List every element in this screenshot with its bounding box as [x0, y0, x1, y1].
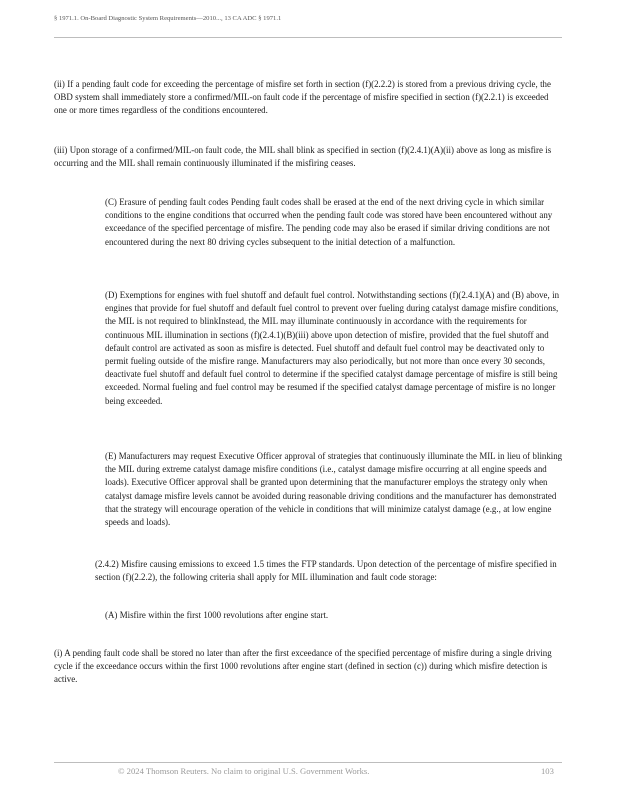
page-number: 103 — [541, 766, 554, 776]
header-divider — [54, 37, 562, 38]
paragraph-c-erasure: (C) Erasure of pending fault codes Pending fault codes shall be erased at the end of the next driving cycle in which similar conditions to the engine conditions that occurred when the pending fault code was stored have been encountered without any exceedance of the specified percentage of misfire. The pending code may also be erased if similar driving conditions are not encountered during the next 80 driving cycles subsequent to the initial detection of a malfunction. — [105, 197, 553, 247]
paragraph-a-misfire: (A) Misfire within the first 1000 revolutions after engine start. — [105, 610, 329, 620]
paragraph-e-manufacturers: (E) Manufacturers may request Executive Officer approval of strategies that continuously illuminate the MIL in lieu of blinking the MIL during extreme catalyst damage misfire conditions (i.e., catalyst damage misfire occurring at all engine speeds and loads). Executive Officer approval shall be granted upon determining that the manufacturer employs the strategy only when catalyst damage misfire levels cannot be avoided during reasonable driving conditions and the manufacturer has demonstrated that the strategy will encourage operation of the vehicle in conditions that will minimize catalyst damage (e.g., at low engine speeds and loads). — [105, 451, 563, 528]
footer-divider — [54, 762, 562, 763]
footer-copyright: © 2024 Thomson Reuters. No claim to original U.S. Government Works. — [118, 766, 370, 776]
paragraph-ii: (ii) If a pending fault code for exceeding the percentage of misfire set forth in section (f)(2.2.2) is stored from a previous driving cycle, the OBD system shall immediately store a confirmed/MIL-on fault code if the percentage of misfire specified in section (f)(2.2.1) is exceeded one or more times regardless of the conditions encountered. — [54, 79, 551, 116]
paragraph-2-4-2: (2.4.2) Misfire causing emissions to exceed 1.5 times the FTP standards. Upon detection of the percentage of misfire specified in section (f)(2.2.2), the following criteria shall apply for MIL illumination and fault code storage: — [95, 559, 557, 583]
running-header: § 1971.1. On-Board Diagnostic System Requirements—2010..., 13 CA ADC § 1971.1 — [54, 15, 282, 22]
paragraph-i-pending: (i) A pending fault code shall be stored no later than after the first exceedance of the specified percentage of misfire during a single driving cycle if the exceedance occurs within the first 1000 revolutions after engine start (defined in section (c)) during which misfire detection is active. — [54, 648, 552, 685]
paragraph-d-exemptions: (D) Exemptions for engines with fuel shutoff and default fuel control. Notwithstanding sections (f)(2.4.1)(A) and (B) above, in engines that provide for fuel shutoff and default fuel control to prevent over fueling during catalyst damage misfire conditions, the MIL is not required to blinkInstead, the MIL may illuminate continuously in accordance with the requirements for continuous MIL illumination in sections (f)(2.4.1)(B)(iii) above upon detection of misfire, provided that the fuel shutoff and default control are activated as soon as misfire is detected. Fuel shutoff and default fuel control may be deactivated only to permit fueling outside of the misfire range. Manufacturers may also periodically, but not more than once every 30 seconds, deactivate fuel shutoff and default fuel control to determine if the specified catalyst damage percentage of misfire is still being exceeded. Normal fueling and fuel control may be resumed if the specified catalyst damage percentage of misfire is no longer being exceeded. — [105, 290, 560, 406]
paragraph-iii: (iii) Upon storage of a confirmed/MIL-on fault code, the MIL shall blink as specified in section (f)(2.4.1)(A)(ii) above as long as misfire is occurring and the MIL shall remain continuously illuminated if the misfiring ceases. — [54, 145, 552, 169]
